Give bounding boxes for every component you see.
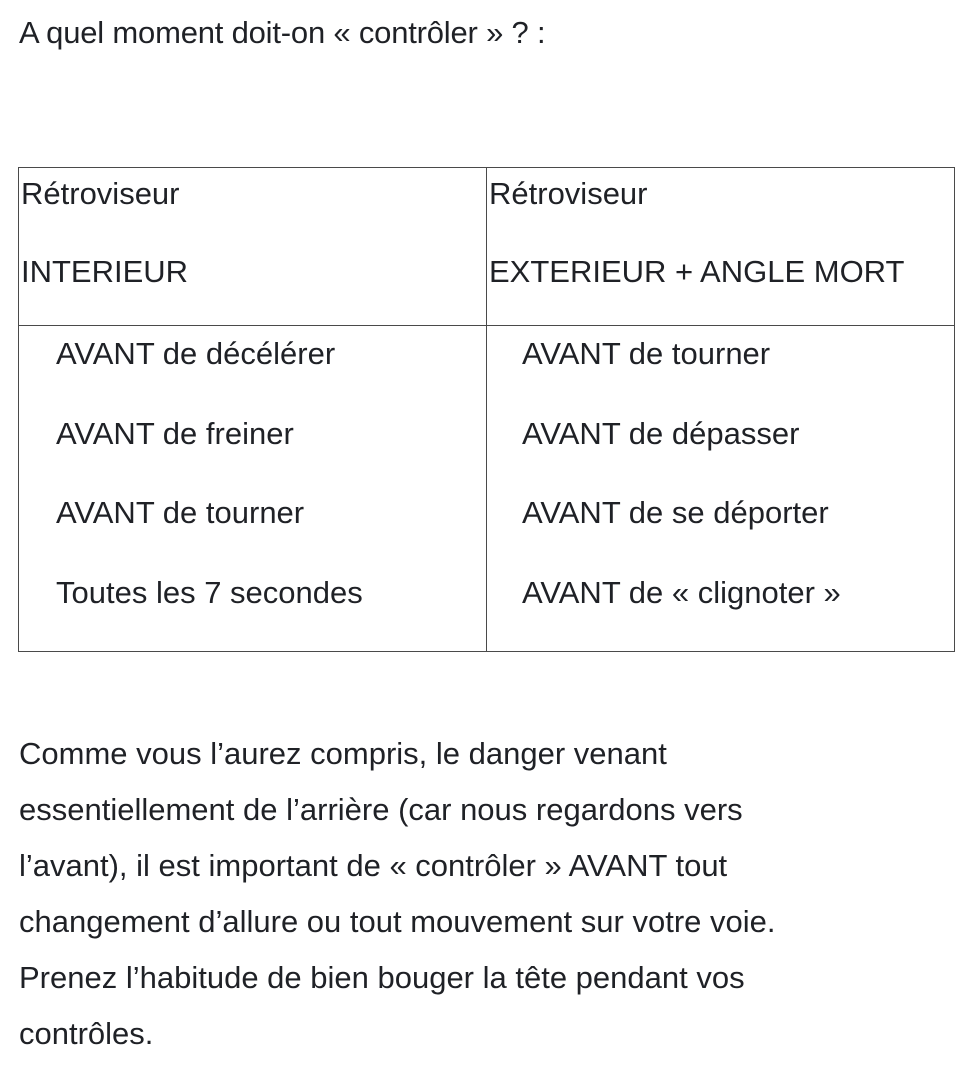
table-body-row: [19, 326, 955, 652]
paragraph-line: Comme vous l’aurez compris, le danger venant: [19, 736, 667, 771]
header-sublabel: EXTERIEUR + ANGLE MORT: [489, 254, 905, 289]
exterior-list-cell: [487, 326, 955, 652]
header-sublabel: INTERIEUR: [21, 254, 189, 289]
paragraph-line: l’avant), il est important de « contrôler » AVANT tout: [19, 848, 728, 883]
interior-list-cell: [19, 326, 487, 652]
list-item: Toutes les 7 secondes: [56, 574, 363, 610]
paragraph-line: essentiellement de l’arrière (car nous regardons vers: [19, 792, 743, 827]
header-label: Rétroviseur: [489, 176, 648, 211]
header-cell-exterior: [487, 168, 955, 326]
paragraph-line: Prenez l’habitude de bien bouger la tête pendant vos: [19, 960, 745, 995]
list-item: AVANT de freiner: [56, 415, 294, 451]
header-cell-interior: [19, 168, 487, 326]
header-label: Rétroviseur: [21, 176, 180, 211]
paragraph-line: contrôles.: [19, 1016, 154, 1051]
interior-list: [19, 326, 486, 651]
table-header-row: [19, 168, 955, 326]
list-item: AVANT de dépasser: [522, 415, 800, 451]
explanation-paragraph: [19, 726, 919, 1062]
paragraph-line: changement d’allure ou tout mouvement sur votre voie.: [19, 904, 776, 939]
list-item: AVANT de tourner: [522, 336, 771, 371]
page-title: A quel moment doit-on « contrôler » ? :: [19, 15, 546, 50]
list-item: AVANT de tourner: [56, 495, 305, 530]
list-item: AVANT de « clignoter »: [522, 574, 841, 610]
mirror-check-table: [18, 167, 955, 652]
exterior-list: [487, 326, 954, 651]
list-item: AVANT de décélérer: [56, 336, 336, 371]
list-item: AVANT de se déporter: [522, 495, 829, 530]
